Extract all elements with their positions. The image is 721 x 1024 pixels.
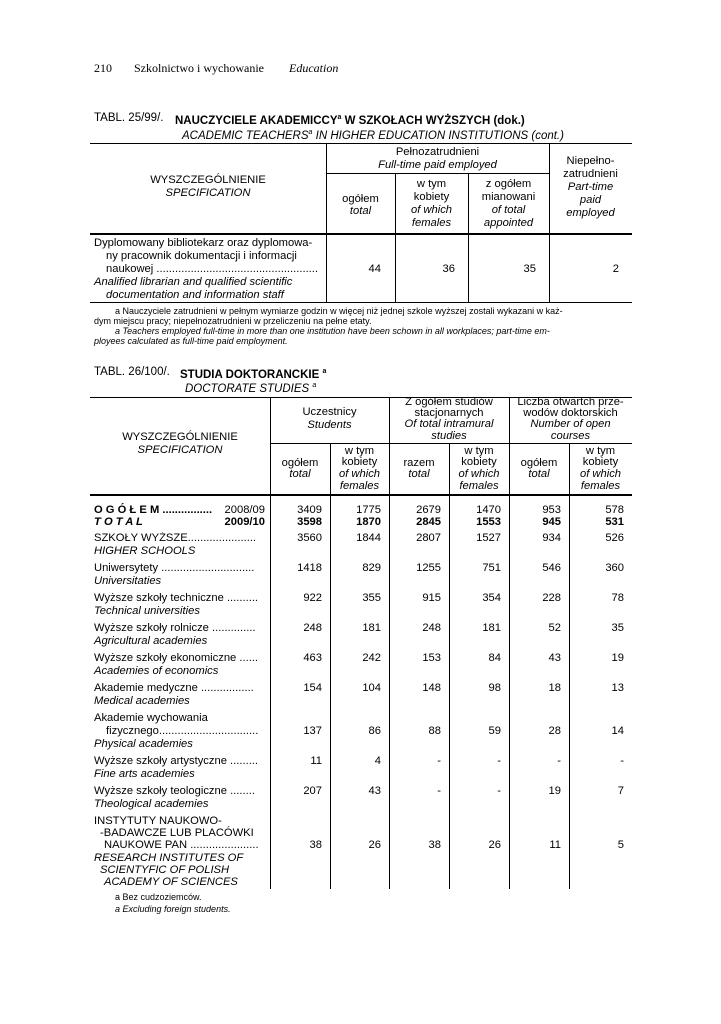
table-row-1-value-6: 526 <box>605 532 624 544</box>
row-label-en: Academies of economics <box>94 665 219 677</box>
table-row-5-value-5: 43 <box>548 652 561 664</box>
row-label-en: Universitaties <box>94 575 162 587</box>
table26-header-rule <box>270 443 632 444</box>
table-row-2-value-6: 360 <box>605 562 624 574</box>
table-row-4-value-6: 35 <box>611 622 624 634</box>
table-row-8-value-4: - <box>497 785 501 797</box>
table26-group2-en2: studies <box>431 430 467 442</box>
table26-group2-pl1: Z ogółem studiów <box>405 396 493 408</box>
table-row-5-value-6: 19 <box>611 652 624 664</box>
total-year-2008: 2008/09 <box>224 504 265 516</box>
page-number: 210 <box>94 61 112 75</box>
table26-group3-en2: courses <box>550 430 591 442</box>
table-row-1-value-2: 1844 <box>356 532 381 544</box>
total-2009-value-5: 945 <box>542 516 561 528</box>
row-phys-value-1: 137 <box>303 725 322 737</box>
table-row-7-value-4: - <box>497 755 501 767</box>
table25-row-pl2: ny pracownik dokumentacji i informacji <box>106 250 297 262</box>
table26-sub-fem-en2-3: females <box>580 480 621 492</box>
table-row-3-value-1: 922 <box>303 592 322 604</box>
table25-note-en2: ployees calculated as full-time paid employment. <box>94 336 288 346</box>
table26-sub-fem-en1-3: of which <box>579 468 622 480</box>
table26-sub-fem-en1-1: of which <box>338 468 381 480</box>
table25-row-pl3: naukowej .................................................... <box>106 263 319 275</box>
table-row-6-value-6: 13 <box>611 682 624 694</box>
table26-group3-pl1: Liczba otwartch prze- <box>517 396 624 408</box>
row-inst-value-2: 26 <box>368 839 381 851</box>
table25-row-en2: documentation and information staff <box>106 289 284 301</box>
table-row-6-value-4: 98 <box>488 682 501 694</box>
total-2009-value-2: 1870 <box>356 516 381 528</box>
table-row-7-value-5: - <box>557 755 561 767</box>
row-label-en: Agricultural academies <box>94 635 208 647</box>
table25-spec-pl: WYSZCZEGÓLNIENIE <box>150 174 266 186</box>
row-label-en: Technical universities <box>94 605 200 617</box>
table-row-5-value-4: 84 <box>488 652 501 664</box>
row-label-pl: Wyższe szkoły techniczne .......... <box>94 592 259 604</box>
table-row-4-value-3: 248 <box>422 622 441 634</box>
table-row-3-value-3: 915 <box>422 592 441 604</box>
row-inst-value-4: 26 <box>488 839 501 851</box>
total-2009-value-4: 1553 <box>476 516 501 528</box>
row-phys-value-4: 59 <box>488 725 501 737</box>
row-label-en: HIGHER SCHOOLS <box>94 545 196 557</box>
table25-top-rule <box>90 143 632 144</box>
table25-bottom-rule <box>90 302 632 303</box>
table26-spec-pl: WYSZCZEGÓLNIENIE <box>122 431 238 443</box>
table26-sub-fem-pl1-3: w tym <box>585 445 616 457</box>
row-label-pl: Wyższe szkoły ekonomiczne ...... <box>94 652 259 664</box>
table25-parttime-pl1: Niepełno- <box>566 155 615 167</box>
table26-sub-razem-pl: razem <box>403 457 435 469</box>
table26-sub-total-en-1: total <box>289 468 311 480</box>
table26-title-en: DOCTORATE STUDIES $^a$ <box>185 382 317 395</box>
total-label-pl: O G Ó Ł E M ................ <box>94 504 213 516</box>
total-year-2009: 2009/10 <box>224 516 265 528</box>
table25-val-parttime: 2 <box>612 263 619 275</box>
table26-sub-fem-pl2-2: kobiety <box>461 456 497 468</box>
running-title-pl: Szkolnictwo i wychowanie <box>134 61 264 75</box>
table26-sub-fem-pl1-1: w tym <box>344 445 375 457</box>
table25-col-app-en1: of total <box>491 204 526 216</box>
total-2008-value-4: 1470 <box>476 504 501 516</box>
table-row-2-value-4: 751 <box>482 562 501 574</box>
total-2009-value-6: 531 <box>605 516 624 528</box>
table-row-7-value-3: - <box>437 755 441 767</box>
row-inst-value-6: 5 <box>617 839 624 851</box>
table-row-3-value-4: 354 <box>482 592 501 604</box>
table-row-3-value-5: 228 <box>542 592 561 604</box>
table-row-2-value-2: 829 <box>362 562 381 574</box>
table-row-6-value-2: 104 <box>362 682 381 694</box>
table26-note-en: a Excluding foreign students. <box>115 904 231 914</box>
table26-group3-pl2: wodów doktorskich <box>523 407 618 419</box>
table-row-5-value-3: 153 <box>422 652 441 664</box>
row-label-en: Theological academies <box>94 798 209 810</box>
total-2008-value-5: 953 <box>542 504 561 516</box>
table26-vline-4 <box>449 443 450 889</box>
table26-sub-fem-pl1-2: w tym <box>464 445 494 457</box>
table26-sub-total-en-3: total <box>528 468 550 480</box>
table26-group2-pl2: stacjonarnych <box>414 407 484 419</box>
row-phys-pl1: Akademie wychowania <box>94 712 208 724</box>
table26-sub-fem-en2-2: females <box>459 480 499 492</box>
table25-note-en1: a Teachers employed full-time in more than one institution have been schown in all workplaces; part-time em- <box>115 326 550 336</box>
row-label-pl: Wyższe szkoły rolnicze .............. <box>94 622 256 634</box>
table-row-4-value-5: 52 <box>548 622 561 634</box>
total-2009-value-3: 2845 <box>416 516 441 528</box>
table26-sub-total-pl-3: ogółem <box>520 457 558 469</box>
table26-group3-en1: Number of open <box>530 418 611 430</box>
table-row-3-value-2: 355 <box>362 592 381 604</box>
table25-col-app-en2: appointed <box>483 217 534 229</box>
table25-header-bottom-rule <box>90 233 632 235</box>
table25-fulltime-pl: Pełnozatrudnieni <box>395 146 480 158</box>
table25-col-fem-pl1: w tym <box>416 178 447 190</box>
table25-col-fem-en2: females <box>411 217 452 229</box>
row-inst-en1: RESEARCH INSTITUTES OF <box>94 852 244 864</box>
table25-parttime-pl2: zatrudnieni <box>563 168 618 180</box>
table-row-6-value-1: 154 <box>303 682 322 694</box>
table25-col-fem-pl2: kobiety <box>413 191 450 203</box>
total-2008-value-1: 3409 <box>297 504 322 516</box>
row-inst-pl1: INSTYTUTY NAUKOWO- <box>94 815 222 827</box>
table-row-1-value-1: 3560 <box>297 532 322 544</box>
table-row-7-value-2: 4 <box>374 755 381 767</box>
total-2008-value-2: 1775 <box>356 504 381 516</box>
row-phys-pl2: fizycznego................................ <box>106 725 259 737</box>
table25-parttime-en2: paid <box>579 194 602 206</box>
total-2008-value-3: 2679 <box>416 504 441 516</box>
table-row-4-value-4: 181 <box>482 622 501 634</box>
table25-parttime-en1: Part-time <box>567 181 614 193</box>
table-row-4-value-1: 248 <box>303 622 322 634</box>
row-inst-pl2: -BADAWCZE LUB PLACÓWKI <box>100 827 254 839</box>
table26-sub-fem-pl2-1: kobiety <box>341 456 378 468</box>
table25-header-rule <box>326 173 549 174</box>
table-row-1-value-5: 934 <box>542 532 561 544</box>
table25-col-fem-en1: of which <box>410 204 453 216</box>
table25-number: TABL. 25/99/. <box>94 112 164 124</box>
row-phys-value-6: 14 <box>611 725 624 737</box>
table25-col-total-en: total <box>349 205 372 217</box>
table-row-5-value-2: 242 <box>362 652 381 664</box>
row-label-pl: SZKOŁY WYŻSZE...................... <box>94 532 257 544</box>
row-label-pl: Wyższe szkoły teologiczne ........ <box>94 785 255 797</box>
row-inst-value-1: 38 <box>309 839 322 851</box>
row-inst-value-5: 11 <box>549 839 561 851</box>
table25-val-females: 36 <box>442 263 455 275</box>
table-row-8-value-2: 43 <box>368 785 381 797</box>
row-label-pl: Uniwersytety .............................. <box>94 562 255 574</box>
row-label-pl: Akademie medyczne ................. <box>94 682 254 694</box>
table-row-6-value-3: 148 <box>422 682 441 694</box>
table26-vline-6 <box>569 443 570 889</box>
table-row-7-value-6: - <box>620 755 624 767</box>
table26-sub-total-pl-1: ogółem <box>281 457 319 469</box>
running-title-en: Education <box>289 61 339 75</box>
table26-sub-fem-en1-2: of which <box>458 468 500 480</box>
table-row-8-value-1: 207 <box>303 785 322 797</box>
row-phys-en: Physical academies <box>94 738 193 750</box>
table26-sub-razem-en: total <box>408 468 430 480</box>
table26-spec-en: SPECIFICATION <box>137 444 223 456</box>
table-row-2-value-3: 1255 <box>416 562 441 574</box>
row-phys-value-2: 86 <box>368 725 381 737</box>
table-row-1-value-3: 2807 <box>416 532 441 544</box>
total-2008-value-6: 578 <box>605 504 624 516</box>
table-row-8-value-6: 7 <box>617 785 624 797</box>
row-label-en: Medical academies <box>94 695 190 707</box>
row-phys-value-5: 28 <box>548 725 561 737</box>
table25-title-pl: NAUCZYCIELE AKADEMICCY$^a$ W SZKOŁACH WYŻSZYCH (dok.) <box>175 114 525 127</box>
table-row-2-value-1: 1418 <box>297 562 322 574</box>
row-inst-en2: SCIENTYFIC OF POLISH <box>100 864 230 876</box>
table25-col-total-pl: ogółem <box>342 193 379 205</box>
table26-sub-fem-pl2-3: kobiety <box>582 456 619 468</box>
table25-val-appointed: 35 <box>523 263 536 275</box>
total-label-en: T O T A L <box>94 516 143 528</box>
table25-row-en1: Analified librarian and qualified scientific <box>94 276 293 288</box>
row-inst-en3: ACADEMY OF SCIENCES <box>104 876 238 888</box>
table-row-6-value-5: 18 <box>548 682 561 694</box>
table25-title-en: ACADEMIC TEACHERS$^a$ IN HIGHER EDUCATION INSTITUTIONS (cont.) <box>182 129 564 142</box>
table26-number: TABL. 26/100/. <box>94 366 170 378</box>
row-label-pl: Wyższe szkoły artystyczne ......... <box>94 755 259 767</box>
table26-note-pl: a Bez cudzoziemców. <box>115 892 202 902</box>
row-inst-pl3: NAUKOWE PAN ...................... <box>104 839 259 851</box>
table26-group1-pl: Uczestnicy <box>302 406 357 418</box>
table25-note-pl2: dym miejscu pracy; niepełnozatrudnieni w przeliczeniu na pełne etaty. <box>94 316 372 326</box>
table-row-5-value-1: 463 <box>303 652 322 664</box>
table-row-8-value-5: 19 <box>548 785 561 797</box>
table26-group1-en: Students <box>307 419 352 431</box>
table25-val-total: 44 <box>368 263 381 275</box>
table-row-2-value-5: 546 <box>542 562 561 574</box>
table26-title-pl: STUDIA DOKTORANCKIE $^a$ <box>180 368 327 381</box>
row-phys-value-3: 88 <box>428 725 441 737</box>
table25-col-app-pl1: z ogółem <box>485 178 532 190</box>
table26-sub-fem-en2-1: females <box>339 480 380 492</box>
table26-header-bottom-rule <box>90 494 632 496</box>
table25-col-app-pl2: mianowani <box>481 191 536 203</box>
table25-spec-en: SPECIFICATION <box>165 187 251 199</box>
table25-row-pl1: Dyplomowany bibliotekarz oraz dyplomowa- <box>94 237 313 249</box>
table-row-4-value-2: 181 <box>362 622 381 634</box>
table25-parttime-en3: employed <box>566 207 615 219</box>
table25-fulltime-en: Full-time paid employed <box>378 159 497 171</box>
table-row-3-value-6: 78 <box>611 592 624 604</box>
table26-group2-en1: Of total intramural <box>404 418 494 430</box>
row-inst-value-3: 38 <box>428 839 441 851</box>
table-row-8-value-3: - <box>437 785 441 797</box>
table25-note-pl1: a Nauczyciele zatrudnieni w pełnym wymiarze godzin w więcej niż jednej szkole wyższej zostali wykazani w każ- <box>115 306 563 316</box>
table-row-7-value-1: 11 <box>310 755 322 767</box>
table-row-1-value-4: 1527 <box>476 532 501 544</box>
total-2009-value-1: 3598 <box>297 516 322 528</box>
row-label-en: Fine arts academies <box>94 768 195 780</box>
